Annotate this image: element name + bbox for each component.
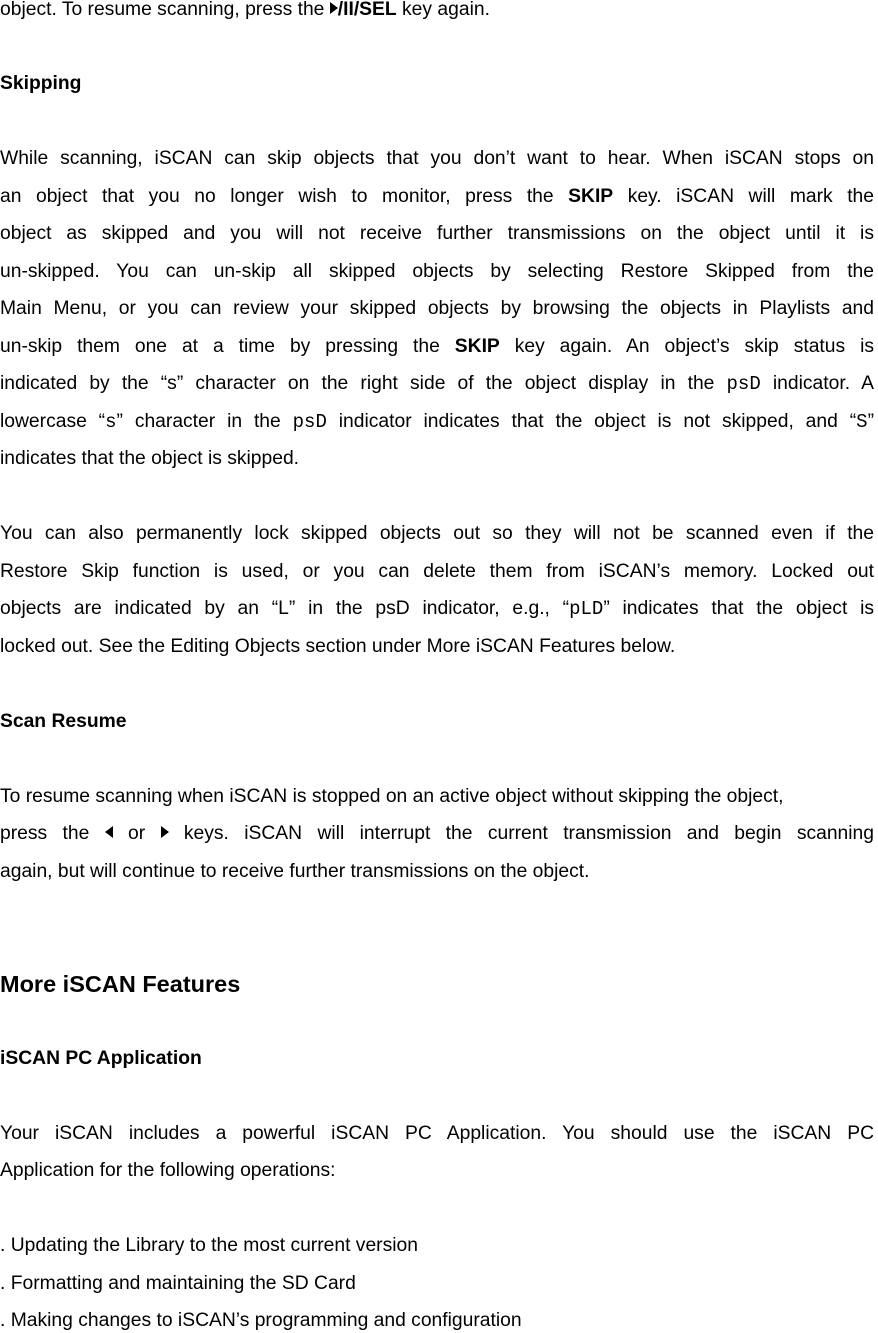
pld-indicator-code: pLD — [569, 598, 604, 620]
section-heading-scan-resume: Scan Resume — [0, 711, 127, 732]
paragraph-line: Main Menu, or you can review your skipped objects by browsing the objects in Playlists and — [0, 298, 874, 319]
section-title-more-features: More iSCAN Features — [0, 971, 241, 997]
section-heading-skipping: Skipping — [0, 73, 82, 94]
paragraph-line: To resume scanning when iSCAN is stopped on an active object without skipping the object, — [0, 786, 784, 807]
skip-key: SKIP — [454, 336, 500, 357]
paragraph-line: While scanning, iSCAN can skip objects that you don’t want to hear. When iSCAN stops on — [0, 148, 874, 169]
uppercase-s-code: S — [856, 411, 868, 433]
list-item: . Formatting and maintaining the SD Card — [0, 1273, 356, 1294]
paragraph-line: Your iSCAN includes a powerful iSCAN PC Application. You should use the iSCAN PC — [0, 1123, 874, 1144]
intro-text-end: key again. — [396, 0, 490, 20]
paragraph-line: objects are indicated by an “L” in the psD indicator, e.g., “pLD” indicates that the object is — [0, 598, 874, 620]
play-pause-select-key: /II/SEL — [337, 0, 397, 20]
list-item: . Updating the Library to the most current version — [0, 1235, 418, 1256]
intro-line — [0, 0, 490, 22]
play-icon — [330, 2, 338, 14]
right-arrow-icon — [161, 826, 169, 838]
paragraph-line: an object that you no longer wish to monitor, press the SKIP key. iSCAN will mark the — [0, 186, 874, 207]
skip-key: SKIP — [568, 186, 614, 207]
paragraph-line: un-skip them one at a time by pressing the SKIP key again. An object’s skip status is — [0, 336, 874, 357]
paragraph-line: You can also permanently lock skipped objects out so they will not be scanned even if the — [0, 523, 874, 544]
left-arrow-icon — [105, 826, 113, 838]
paragraph-line: Application for the following operations: — [0, 1160, 336, 1181]
paragraph-line: lowercase “s” character in the psD indicator indicates that the object is not skipped, and “S” — [0, 411, 874, 433]
paragraph-line: press the or keys. iSCAN will interrupt the current transmission and begin scanning — [0, 823, 875, 844]
paragraph-line: Restore Skip function is used, or you can delete them from iSCAN’s memory. Locked out — [0, 561, 874, 582]
paragraph-line: indicates that the object is skipped. — [0, 448, 300, 469]
paragraph-line: un-skipped. You can un-skip all skipped objects by selecting Restore Skipped from the — [0, 261, 874, 282]
psd-indicator-code: psD — [292, 411, 327, 433]
lowercase-s-code: s — [105, 411, 117, 433]
list-item: . Making changes to iSCAN’s programming and configuration — [0, 1310, 522, 1331]
paragraph-line: object as skipped and you will not receive further transmissions on the object until it is — [0, 223, 874, 244]
paragraph-line: again, but will continue to receive further transmissions on the object. — [0, 861, 590, 882]
psd-indicator-code: psD — [726, 373, 761, 395]
paragraph-line: locked out. See the Editing Objects section under More iSCAN Features below. — [0, 636, 676, 657]
intro-text: object. To resume scanning, press the — [0, 0, 330, 20]
subsection-heading-pc-application: iSCAN PC Application — [0, 1048, 202, 1069]
paragraph-line: indicated by the “s” character on the right side of the object display in the psD indicator. A — [0, 373, 874, 395]
